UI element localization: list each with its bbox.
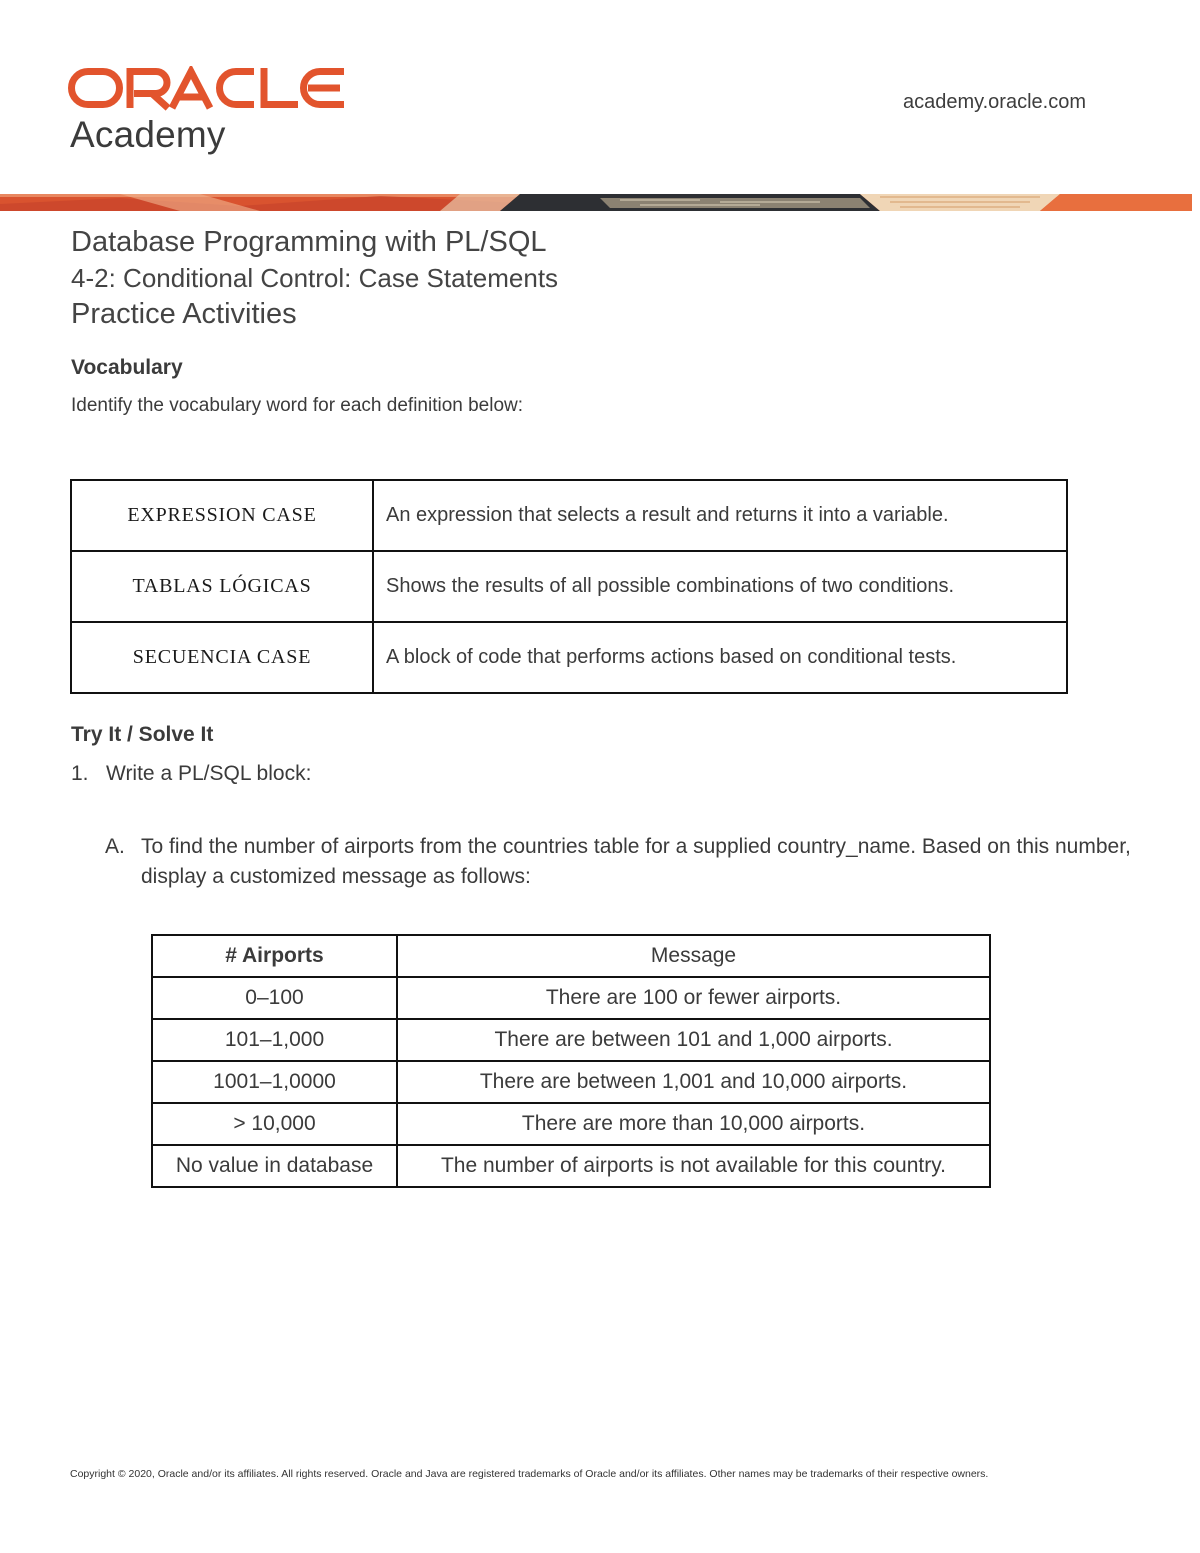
academy-logo-text: Academy <box>70 114 226 155</box>
question-1a <box>105 832 1135 892</box>
vocab-definition: A block of code that performs actions based on conditional tests. <box>373 622 1067 693</box>
table-row <box>71 480 1067 551</box>
table-cell: 1001–1,0000 <box>152 1061 397 1103</box>
oracle-logo <box>68 66 348 112</box>
document-subtitle <box>71 262 558 294</box>
section-title: Practice Activities <box>71 298 297 330</box>
table-cell: > 10,000 <box>152 1103 397 1145</box>
column-header: # Airports <box>152 935 397 977</box>
table-cell: The number of airports is not available for this country. <box>397 1145 990 1187</box>
table-row <box>71 551 1067 622</box>
vocabulary-table <box>70 479 1068 694</box>
table-row <box>152 1061 990 1103</box>
question-text: To find the number of airports from the countries table for a supplied country_name. Based on this number, display a customized message as follows: <box>141 835 1131 888</box>
try-it-heading: Try It / Solve It <box>71 723 214 746</box>
table-cell: There are more than 10,000 airports. <box>397 1103 990 1145</box>
lesson-title: Conditional Control: Case Statements <box>115 263 559 293</box>
vocab-definition: Shows the results of all possible combinations of two conditions. <box>373 551 1067 622</box>
table-cell: No value in database <box>152 1145 397 1187</box>
vocab-term: SECUENCIA CASE <box>71 622 373 693</box>
column-header: Message <box>397 935 990 977</box>
vocabulary-instruction: Identify the vocabulary word for each definition below: <box>71 395 524 416</box>
vocab-definition: An expression that selects a result and returns it into a variable. <box>373 480 1067 551</box>
lesson-number: 4-2: <box>71 263 116 293</box>
question-number: 1. <box>71 762 89 785</box>
table-cell: There are between 101 and 1,000 airports. <box>397 1019 990 1061</box>
table-row <box>71 622 1067 693</box>
question-text: Write a PL/SQL block: <box>106 762 312 785</box>
vocab-term: TABLAS LÓGICAS <box>71 551 373 622</box>
table-row <box>152 1145 990 1187</box>
table-cell: 0–100 <box>152 977 397 1019</box>
copyright-footer: Copyright © 2020, Oracle and/or its affiliates. All rights reserved. Oracle and Java are registered trademarks of Oracle and/or its affiliates. Other names may be trademarks of their respective owners. <box>70 1468 989 1480</box>
table-row <box>152 1103 990 1145</box>
question-letter: A. <box>105 835 125 858</box>
table-cell: There are between 1,001 and 10,000 airports. <box>397 1061 990 1103</box>
decorative-banner <box>0 194 1192 211</box>
question-1 <box>71 762 311 786</box>
table-row <box>152 1019 990 1061</box>
vocabulary-heading: Vocabulary <box>71 356 183 379</box>
airports-table <box>151 934 991 1188</box>
table-row <box>152 977 990 1019</box>
table-cell: There are 100 or fewer airports. <box>397 977 990 1019</box>
document-title: Database Programming with PL/SQL <box>71 226 547 258</box>
vocab-term: EXPRESSION CASE <box>71 480 373 551</box>
site-url[interactable]: academy.oracle.com <box>902 91 1086 113</box>
table-cell: 101–1,000 <box>152 1019 397 1061</box>
table-header-row <box>152 935 990 977</box>
